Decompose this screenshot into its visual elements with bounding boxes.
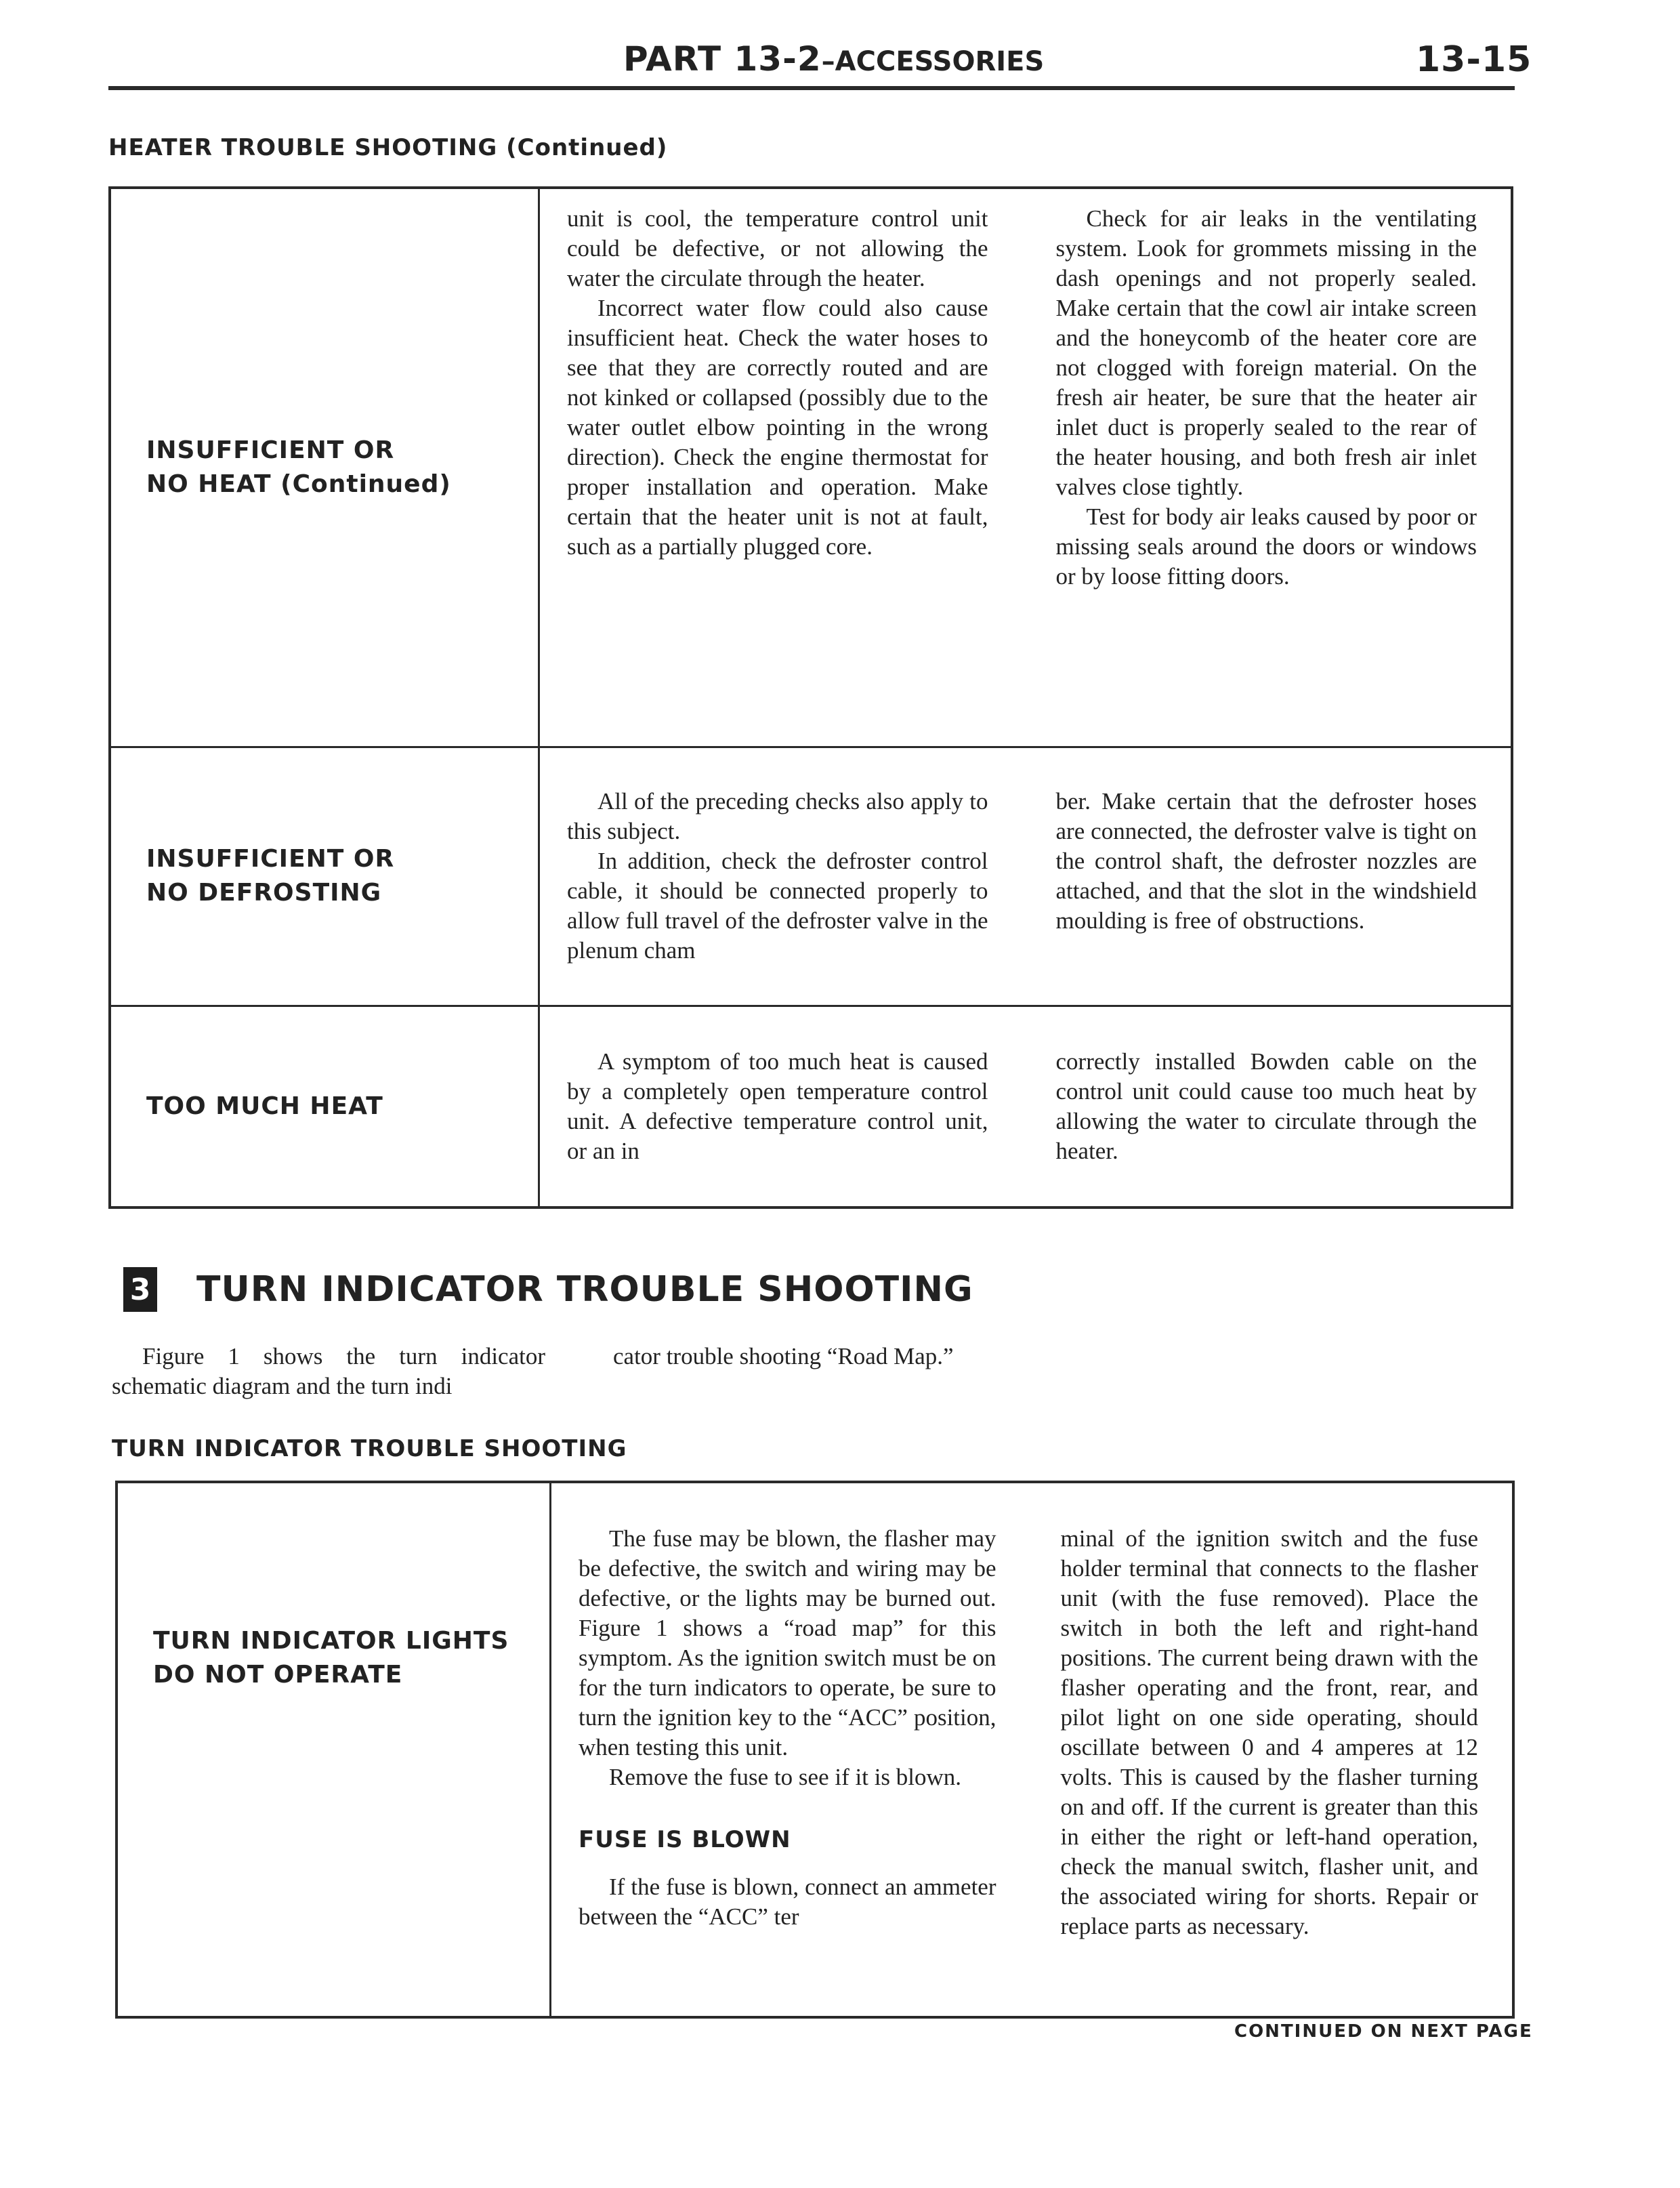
remedy-cell <box>539 1006 1513 1207</box>
turn-indicator-trouble-table <box>115 1481 1515 2019</box>
paragraph: Check for air leaks in the ventilating system. Look for grommets missing in the dash openings and not properly sealed. Make certain that the cowl air intake screen and the honeycomb of the heater core are not clogged with foreign material. On the fresh air heater, be sure that the heater air inlet duct is properly sealed to the rear of the heater housing, and both fresh air inlet valves close tightly. <box>1055 205 1477 500</box>
symptom-cell <box>110 747 539 1006</box>
paragraph: The fuse may be blown, the flasher may be defective, the switch and wiring may be defective, or the lights may be burned out. Figure 1 shows a “road map” for this symptom. As the ignition switch must be on for the turn indicators to operate, be sure to turn the ignition key to the “ACC” position, when testing this unit. <box>579 1525 996 1760</box>
symptom-line: TOO MUCH HEAT <box>146 1092 383 1120</box>
section-title: TURN INDICATOR TROUBLE SHOOTING <box>196 1269 973 1310</box>
symptom-line: DO NOT OPERATE <box>153 1661 403 1689</box>
remedy-column-left <box>567 787 988 966</box>
section-number-badge: 3 <box>123 1267 157 1312</box>
remedy-cell <box>539 747 1513 1006</box>
header-dash: – <box>821 46 835 77</box>
heater-trouble-table <box>108 186 1513 1209</box>
section-heading <box>123 1267 973 1312</box>
paragraph: Figure 1 shows the turn indicator schematic diagram and the turn indi <box>112 1343 545 1399</box>
section-label: ACCESSORIES <box>835 46 1045 77</box>
remedy-column-right <box>1056 787 1477 966</box>
table-row <box>110 188 1512 747</box>
section-intro <box>112 1342 1047 1401</box>
intro-column-left <box>112 1342 545 1401</box>
remedy-column-left <box>579 1524 996 1941</box>
remedy-column-left <box>567 204 988 592</box>
intro-column-right <box>613 1342 1047 1401</box>
paragraph: Incorrect water flow could also cause insufficient heat. Check the water hoses to see that they are correctly routed and are not kinked or collapsed (possibly due to the water outlet elbow pointing in the wrong direction). Check the engine thermostat for proper installation and operation. Make certain that the heater unit is not at fault, such as a partially plugged core. <box>567 295 988 560</box>
table-row <box>117 1482 1513 2017</box>
paragraph: ber. Make certain that the defroster hoses are connected, the defroster valve is tight on the control shaft, the defroster nozzles are attached, and that the slot in the windshield moulding is free of obstructions. <box>1055 788 1477 934</box>
remedy-column-right <box>1061 1524 1479 1941</box>
paragraph: unit is cool, the temperature control unit could be defective, or not allowing the water the circulate through the heater. <box>567 205 988 291</box>
paragraph: A symptom of too much heat is caused by a completely open temperature control unit. A defective temperature control unit, or an in <box>567 1048 988 1164</box>
paragraph: All of the preceding checks also apply to this subject. <box>567 788 988 844</box>
remedy-cell <box>539 188 1513 747</box>
remedy-column-left <box>567 1047 988 1166</box>
symptom-cell <box>110 188 539 747</box>
paragraph: minal of the ignition switch and the fuse holder terminal that connects to the flasher unit (with the fuse removed). Place the switch in both the left and right-hand positions. The current being drawn with the flasher operating and the front, rear, and pilot light on one side operating, should oscillate between 0 and 4 amperes at 12 volts. This is caused by the flasher turning on and off. If the current is greater than this in either the right or left-hand operation, check the manual switch, flasher unit, and the associated wiring for shorts. Repair or replace parts as necessary. <box>1060 1525 1478 1939</box>
paragraph: cator trouble shooting “Road Map.” <box>613 1343 954 1369</box>
table-row <box>110 1006 1512 1207</box>
heater-section-heading: HEATER TROUBLE SHOOTING (Continued) <box>108 134 668 161</box>
table-row <box>110 747 1512 1006</box>
symptom-line: INSUFFICIENT OR <box>146 436 395 464</box>
paragraph: Remove the fuse to see if it is blown. <box>609 1764 962 1790</box>
remedy-column-right <box>1056 1047 1477 1166</box>
symptom-line: NO HEAT (Continued) <box>146 470 451 498</box>
turn-table-heading: TURN INDICATOR TROUBLE SHOOTING <box>112 1435 627 1462</box>
symptom-line: NO DEFROSTING <box>146 879 382 907</box>
page-header-title <box>623 39 1044 79</box>
paragraph: If the fuse is blown, connect an ammeter between the “ACC” ter <box>579 1874 996 1930</box>
header-rule <box>108 86 1515 90</box>
fuse-blown-subheading: FUSE IS BLOWN <box>579 1826 791 1853</box>
symptom-cell <box>110 1006 539 1207</box>
remedy-column-right <box>1056 204 1477 592</box>
paragraph: correctly installed Bowden cable on the control unit could cause too much heat by allowing the water to circulate through the heater. <box>1055 1048 1477 1164</box>
part-label: PART 13-2 <box>623 39 822 79</box>
page-number: 13-15 <box>1416 39 1532 80</box>
symptom-line: TURN INDICATOR LIGHTS <box>153 1627 509 1655</box>
paragraph: In addition, check the defroster control cable, it should be connected properly to allow full travel of the defroster valve in the plenum cham <box>567 848 988 964</box>
remedy-cell <box>551 1482 1514 2017</box>
symptom-cell <box>117 1482 551 2017</box>
paragraph: Test for body air leaks caused by poor or missing seals around the doors or windows or by loose fitting doors. <box>1055 503 1477 590</box>
continued-note: CONTINUED ON NEXT PAGE <box>1234 2021 1533 2042</box>
symptom-line: INSUFFICIENT OR <box>146 845 395 873</box>
